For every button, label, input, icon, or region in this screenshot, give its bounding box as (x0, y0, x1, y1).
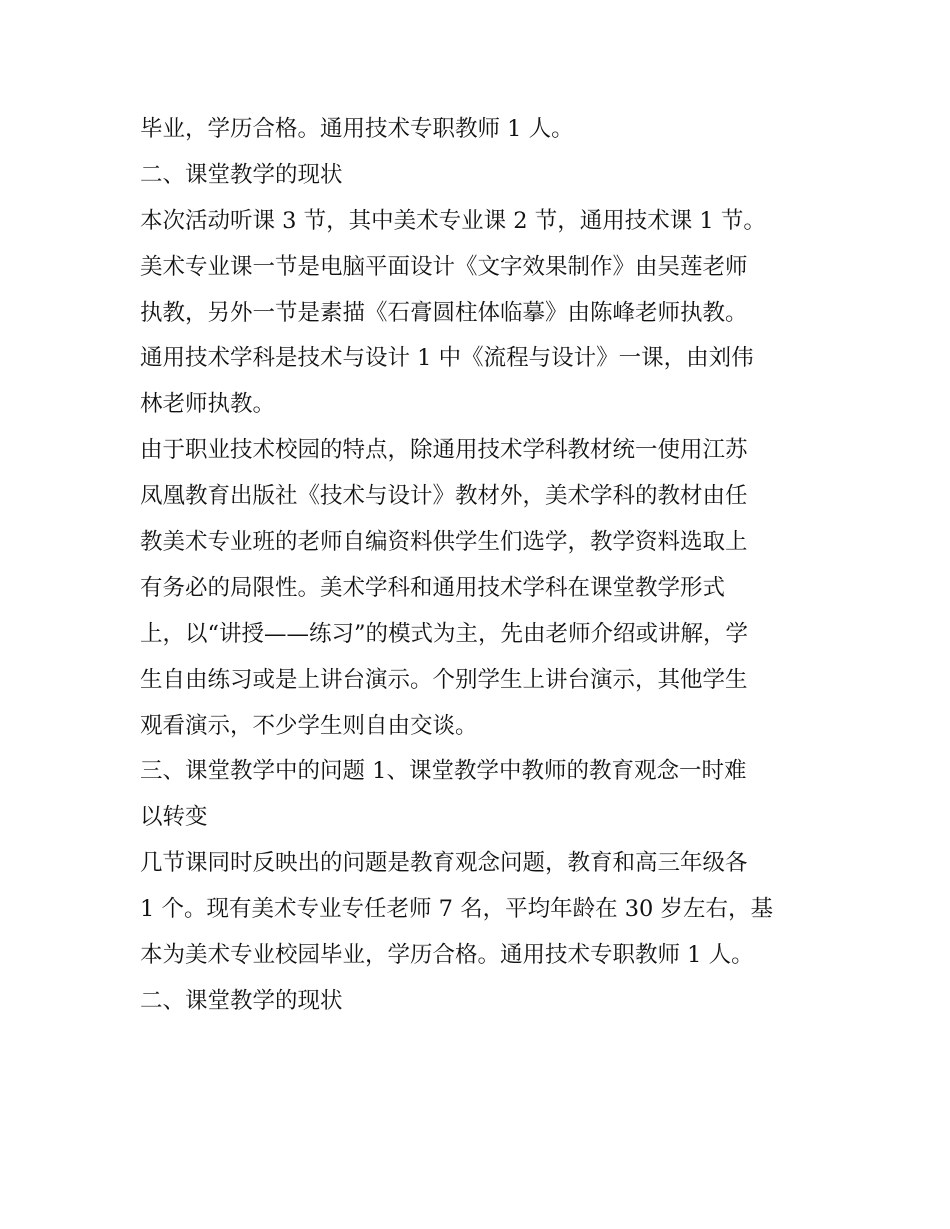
text-line: 1 个。现有美术专业专任老师 7 名，平均年龄在 30 岁左右，基 (140, 896, 774, 923)
text-line: 上，以“讲授——练习”的模式为主，先由老师介绍或讲解，学 (140, 620, 749, 647)
text-line: 毕业，学历合格。通用技术专职教师 1 人。 (140, 116, 574, 142)
text-line: 林老师执教。 (140, 391, 276, 418)
section-heading: 二、课堂教学的现状 (140, 987, 343, 1014)
text-line: 几节课同时反映出的问题是教育观念问题，教育和高三年级各 (140, 850, 748, 877)
text-line: 以转变 (140, 804, 208, 831)
text-line: 本为美术专业校园毕业，学历合格。通用技术专职教师 1 人。 (140, 942, 754, 969)
section-heading: 三、课堂教学中的问题 1、课堂教学中教师的教育观念一时难 (140, 758, 747, 785)
text-line: 美术专业课一节是电脑平面设计《文字效果制作》由吴莲老师 (140, 253, 748, 280)
text-line: 通用技术学科是技术与设计 1 中《流程与设计》一课，由刘伟 (140, 345, 754, 372)
text-line: 执教，另外一节是素描《石膏圆柱体临摹》由陈峰老师执教。 (140, 299, 748, 326)
text-line: 教美术专业班的老师自编资料供学生们选学，教学资料选取上 (140, 529, 748, 556)
text-line: 有务必的局限性。美术学科和通用技术学科在课堂教学形式 (140, 574, 726, 601)
text-line: 观看演示，不少学生则自由交谈。 (140, 712, 478, 739)
text-line: 凤凰教育出版社《技术与设计》教材外，美术学科的教材由任 (140, 483, 748, 510)
body-text (140, 107, 820, 1025)
text-line: 生自由练习或是上讲台演示。个别学生上讲台演示，其他学生 (140, 666, 748, 693)
section-heading: 二、课堂教学的现状 (140, 161, 343, 188)
text-line: 本次活动听课 3 节，其中美术专业课 2 节，通用技术课 1 节。 (140, 207, 766, 234)
text-line: 由于职业技术校园的特点，除通用技术学科教材统一使用江苏 (140, 437, 748, 464)
